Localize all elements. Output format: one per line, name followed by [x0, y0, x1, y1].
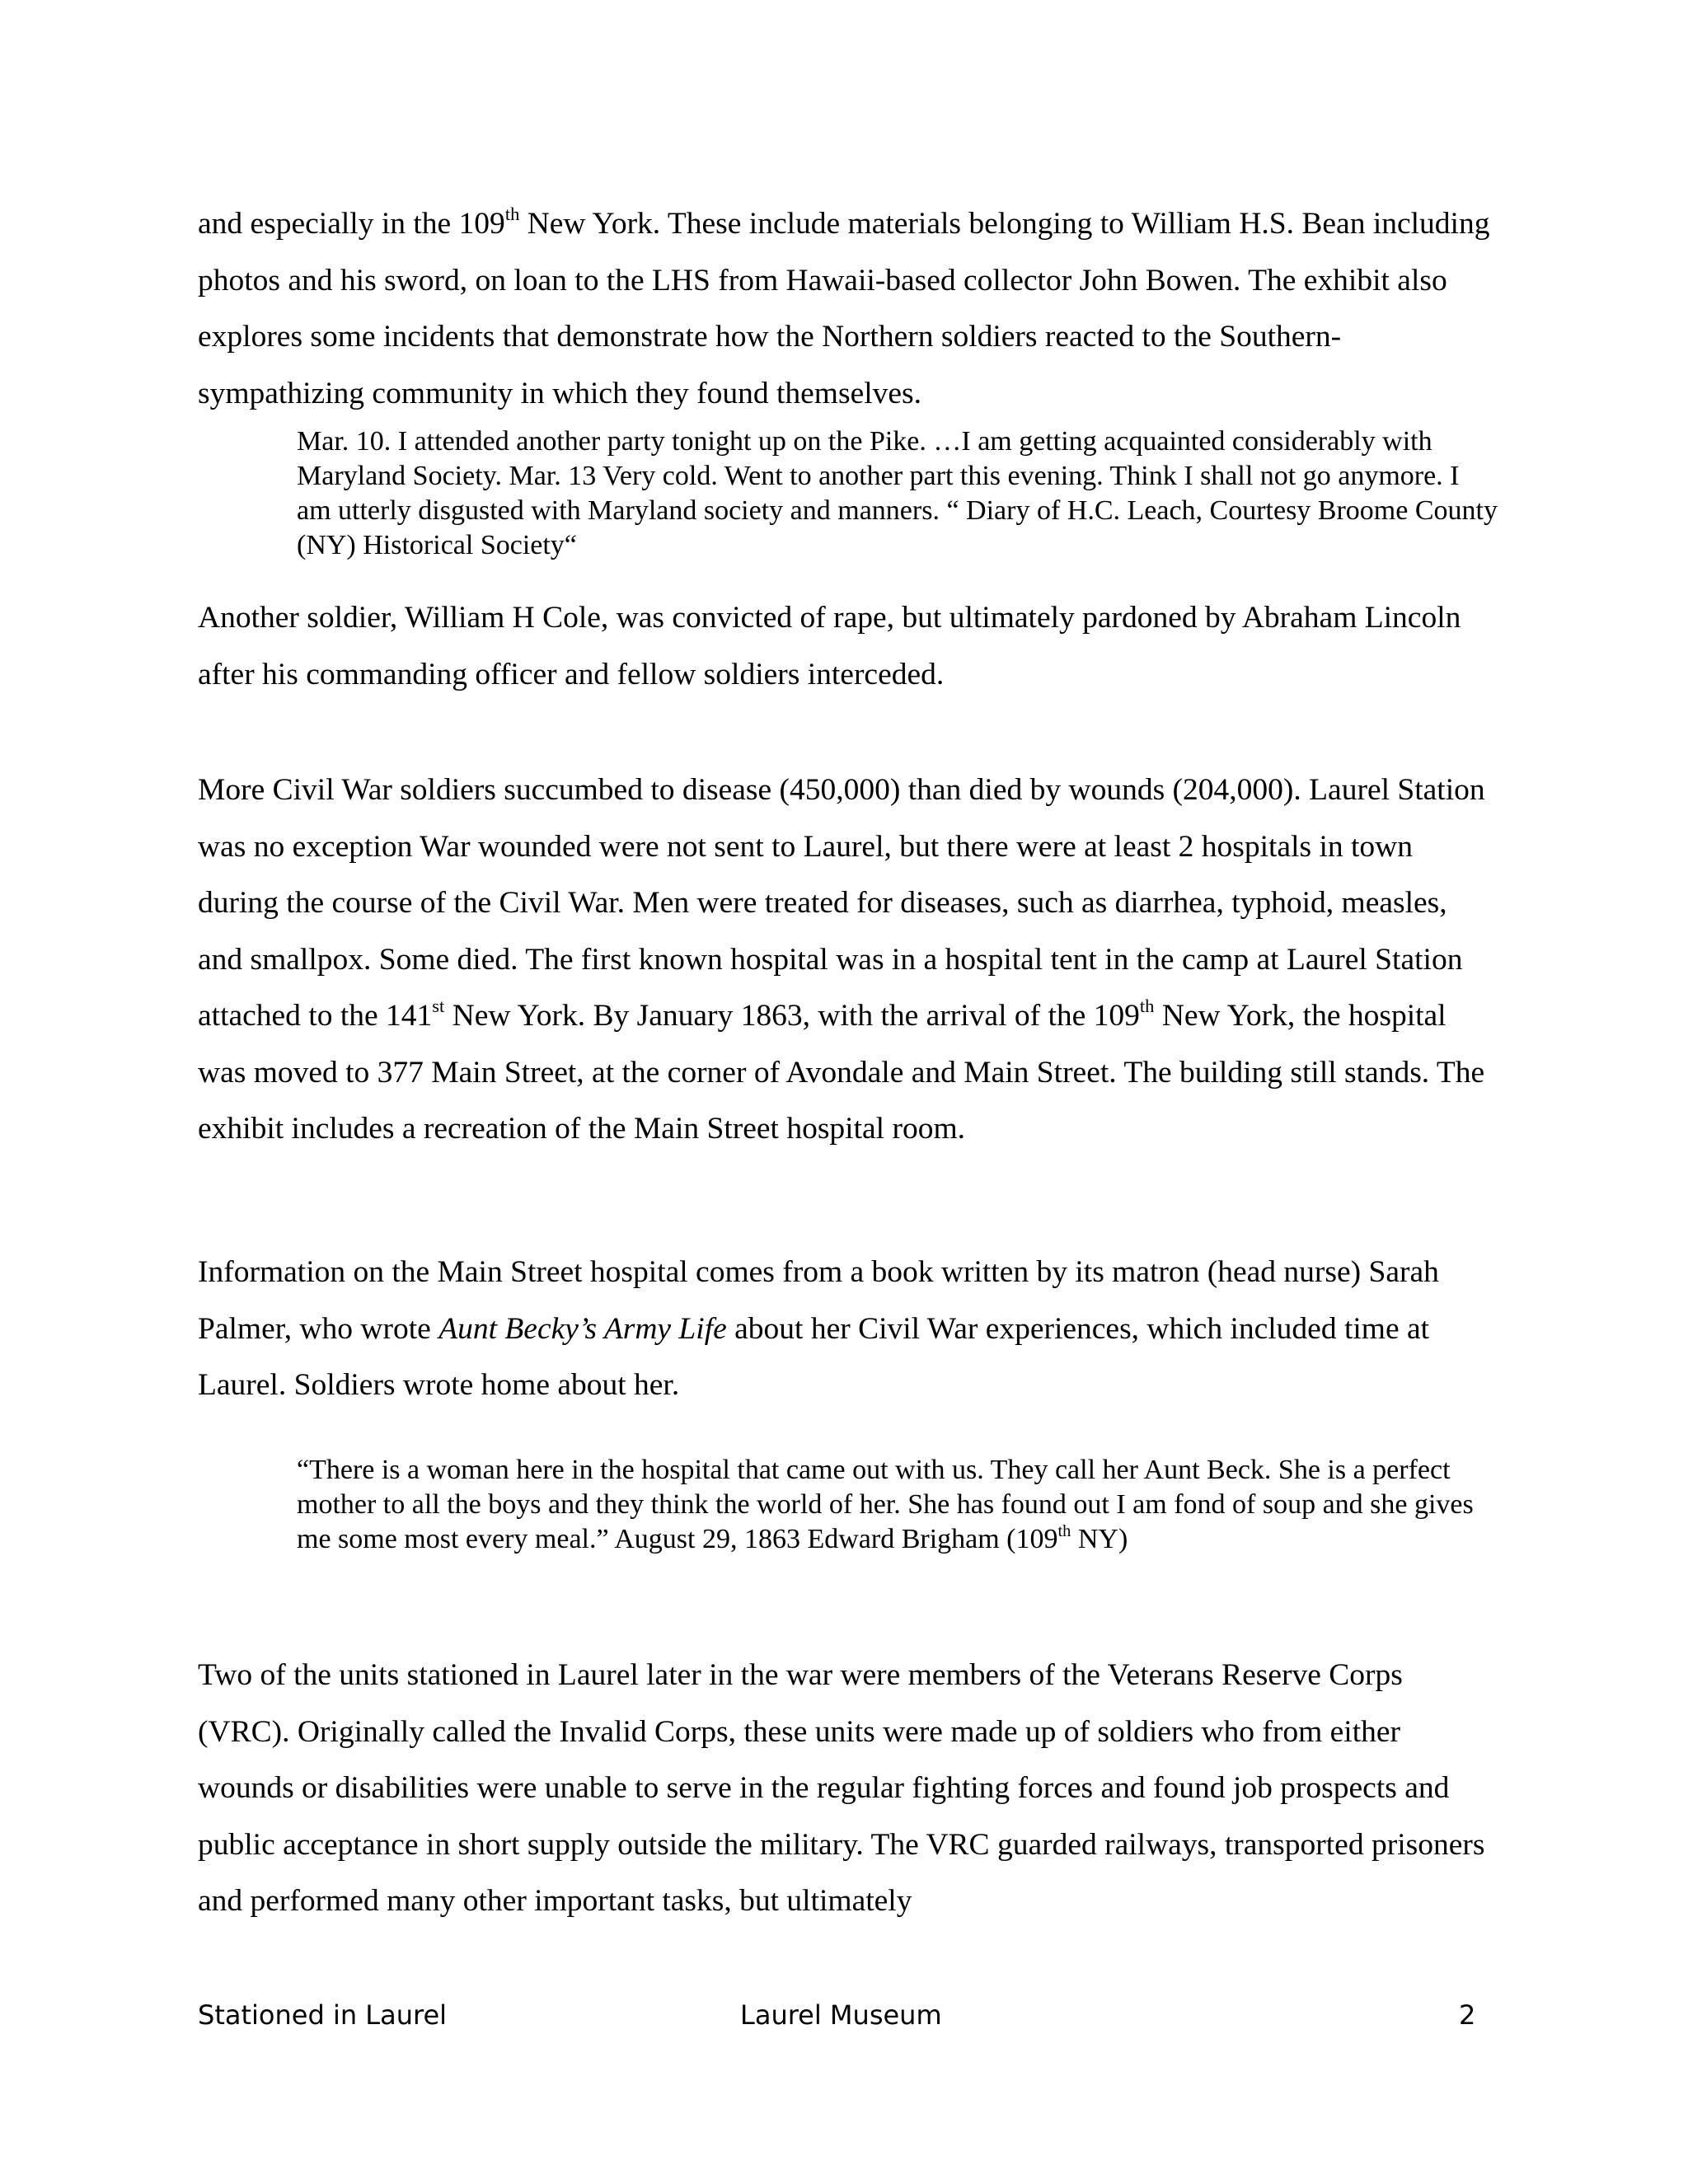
paragraph-3-text-c: New York, the hospital was moved to 377 Main Street, at the corner of Avondale and Main Street. The building still stands. The exhibit includes a recreation of the Main Street hospital room.	[198, 999, 1485, 1146]
paragraph-3-text-a: More Civil War soldiers succumbed to disease (450,000) than died by wounds (204,000). Laurel Station was no exception War wounded were not sent to Laurel, but there were at least 2 hospitals in town during the course of the Civil War. Men were treated for diseases, such as diarrhea, typhoid, measles, and smallpox. Some died. The first known hospital was in a hospital tent in the camp at Laurel Station attached to the 141	[198, 773, 1485, 1033]
paragraph-3-text-b: New York. By January 1863, with the arrival of the 109	[444, 999, 1140, 1033]
paragraph-5: Two of the units stationed in Laurel later in the war were members of the Veterans Reserve Corps (VRC). Originally called the Invalid Corps, these units were made up of soldiers who from either wounds or disabilities were unable to serve in the regular fighting forces and found job prospects and public acceptance in short supply outside the military. The VRC guarded railways, transported prisoners and performed many other important tasks, but ultimately	[198, 1658, 1485, 1918]
footer-left: Stationed in Laurel	[198, 1999, 448, 2031]
footer-page-number: 2	[1459, 1999, 1476, 2031]
paragraph-4-text-b: about her Civil War experiences, which included time at Laurel. Soldiers wrote home about her.	[198, 1311, 1430, 1402]
superscript-st: st	[432, 996, 445, 1017]
paragraph-3	[198, 762, 1496, 1158]
quote-leach-diary: Mar. 10. I attended another party tonight up on the Pike. …I am getting acquainted considerably with Maryland Society. Mar. 13 Very cold. Went to another part this evening. Think I shall not go anymore. I am utterly disgusted with Maryland society and manners. “ Diary of H.C. Leach, Courtesy Broome County (NY) Historical Society“	[297, 426, 1498, 560]
paragraph-2: Another soldier, William H Cole, was convicted of rape, but ultimately pardoned by Abraham Lincoln after his commanding officer and fellow soldiers interceded.	[198, 601, 1461, 691]
quote-2-text-a: “There is a woman here in the hospital that came out with us. They call her Aunt Beck. She is a perfect mother to all the boys and they think the world of her. She has found out I am fond of soup and she gives me some most every meal.” August 29, 1863 Edward Brigham (109	[297, 1455, 1474, 1554]
paragraph-1-text-b: New York. These include materials belonging to William H.S. Bean including photos and his sword, on loan to the LHS from Hawaii-based collector John Bowen. The exhibit also explores some incidents that demonstrate how the Northern soldiers reacted to the Southern-sympathizing community in which they found themselves.	[198, 207, 1490, 410]
footer-center: Laurel Museum	[740, 1999, 942, 2031]
superscript-th: th	[1139, 996, 1155, 1017]
quote-2-text-b: NY)	[1071, 1524, 1128, 1554]
paragraph-4-text-a: Information on the Main Street hospital comes from a book written by its matron (head nurse) Sarah Palmer, who wrote	[198, 1255, 1439, 1346]
superscript-th: th	[1057, 1521, 1071, 1540]
book-title: Aunt Becky’s Army Life	[438, 1311, 727, 1346]
quote-brigham-letter	[297, 1453, 1500, 1557]
paragraph-1-text-a: and especially in the 109	[198, 207, 505, 241]
superscript-th: th	[504, 204, 520, 225]
paragraph-1	[198, 196, 1496, 422]
paragraph-4	[198, 1244, 1496, 1414]
